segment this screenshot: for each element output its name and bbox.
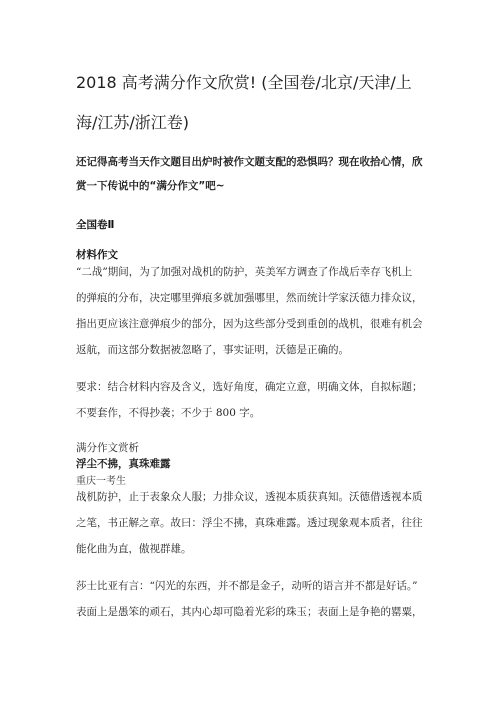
material-line-1: “二战”期间，为了加强对战机的防护，英美军方调查了作战后幸存飞机上 (76, 266, 413, 278)
intro-line-2: 赏一下传说中的“满分作文”吧~ (76, 180, 225, 192)
intro-line-1: 还记得高考当天作文题目出炉时被作文题支配的恐惧吗？现在收拾心情，欣 (76, 156, 423, 168)
section-heading: 全国卷Ⅱ (76, 219, 115, 231)
requirement-line-2: 不要套作，不得抄袭；不少于 800 字。 (76, 407, 261, 419)
essay-paragraph-1-line-3: 能化曲为直，傲视群雄。 (76, 543, 192, 555)
material-line-4: 返航，而这部分数据被忽略了，事实证明，沃德是正确的。 (76, 344, 349, 356)
essay-paragraph-2-line-2: 表面上是愚笨的顽石，其内心却可隐着光彩的珠玉；表面上是争艳的罂粟， (76, 606, 423, 618)
essay-paragraph-1-line-2: 之笔，书正解之章。故曰：浮尘不拂，真珠难露。透过现象观本质者，往往 (76, 517, 423, 529)
essay-author: 重庆一考生 (76, 476, 126, 487)
document-title-line-2: 海/江苏/浙江卷) (76, 113, 190, 132)
essay-title: 浮尘不拂，真珠难露 (76, 458, 171, 470)
requirement-line-1: 要求：结合材料内容及含义，选好角度，确定立意，明确文体，自拟标题； (76, 381, 423, 393)
essay-paragraph-2-line-1: 莎士比亚有言：“闪光的东西，并不都是金子，动听的语言并不都是好话。” (76, 580, 418, 592)
essay-paragraph-1-line-1: 战机防护，止于表象众人服；力排众议，透视本质获真知。沃德借透视本质 (76, 491, 423, 503)
document-title-line-1: 2018 高考满分作文欣赏! (全国卷/北京/天津/上 (76, 73, 412, 92)
subheading: 材料作文 (76, 249, 118, 261)
material-line-3: 指出更应该注意弹痕少的部分，因为这些部分受到重创的战机，很难有机会 (76, 318, 423, 330)
appreciation-label: 满分作文赏析 (76, 442, 139, 454)
material-line-2: 的弹痕的分布，决定哪里弹痕多就加强哪里，然而统计学家沃德力排众议， (76, 292, 423, 304)
